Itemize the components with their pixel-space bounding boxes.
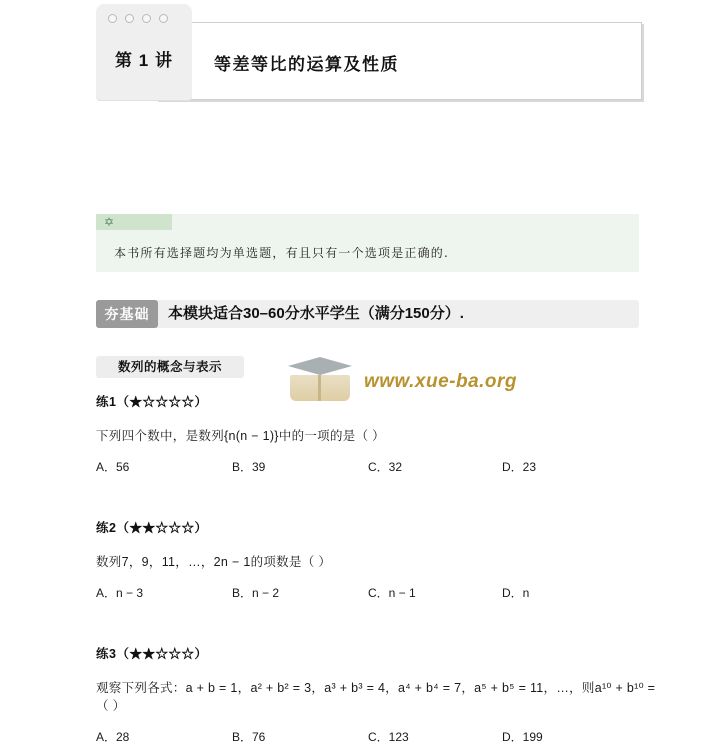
- option-d[interactable]: D．23: [502, 460, 537, 474]
- exercise-title: 练1（★☆☆☆☆）: [96, 395, 208, 409]
- note-text: 本书所有选择题均为单选题，有且只有一个选项是正确的.: [114, 246, 450, 260]
- exercise-stem: 观察下列各式：a + b = 1，a² + b² = 3，a³ + b³ = 4，a⁴ + b⁴ = 7，a⁵ + b⁵ = 11，…，则a¹⁰ + b¹⁰ =（ ）: [96, 681, 656, 713]
- exercise-title: 练2（★★☆☆☆）: [96, 521, 208, 535]
- option-a[interactable]: A．n − 3: [96, 586, 144, 600]
- dot-icon: [125, 14, 134, 23]
- section-heading: 数列的概念与表示: [96, 356, 244, 378]
- exercise-item: [96, 518, 656, 600]
- option-c[interactable]: C．32: [368, 460, 403, 474]
- option-d[interactable]: D．199: [502, 730, 543, 744]
- dot-icon: [159, 14, 168, 23]
- option-c[interactable]: C．n − 1: [368, 586, 416, 600]
- dot-icon: [142, 14, 151, 23]
- chapter-tab: [96, 4, 192, 100]
- option-b[interactable]: B．n − 2: [232, 586, 280, 600]
- exercise-item: [96, 392, 656, 474]
- option-b[interactable]: B．39: [232, 460, 266, 474]
- star-icon: ✡: [104, 215, 115, 229]
- exercise-item: [96, 644, 656, 744]
- exercise-stem: 下列四个数中，是数列{n(n − 1)}中的一项的是（ ）: [96, 429, 385, 443]
- option-d[interactable]: D．n: [502, 586, 530, 600]
- option-b[interactable]: B．76: [232, 730, 266, 744]
- option-c[interactable]: C．123: [368, 730, 409, 744]
- exercise-title: 练3（★★☆☆☆）: [96, 647, 208, 661]
- module-badge: 夯基础: [96, 300, 158, 328]
- chapter-number-label: 第 1 讲: [115, 51, 173, 70]
- watermark-text: www.xue-ba.org: [364, 371, 518, 392]
- tab-dots: [108, 14, 168, 23]
- dot-icon: [108, 14, 117, 23]
- exercise-stem: 数列7，9，11，…，2n − 1的项数是（ ）: [96, 555, 332, 569]
- exercise-options: [96, 728, 656, 744]
- module-band: [96, 300, 639, 328]
- exercise-options: [96, 584, 656, 600]
- option-a[interactable]: A．56: [96, 460, 130, 474]
- chapter-header: [96, 4, 642, 104]
- graduation-cap-icon: [288, 357, 352, 377]
- exercise-options: [96, 458, 656, 474]
- option-a[interactable]: A．28: [96, 730, 130, 744]
- note-callout: [96, 214, 639, 272]
- module-description: 本模块适合30–60分水平学生（满分150分）.: [168, 305, 464, 322]
- page-title: 等差等比的运算及性质: [214, 55, 399, 74]
